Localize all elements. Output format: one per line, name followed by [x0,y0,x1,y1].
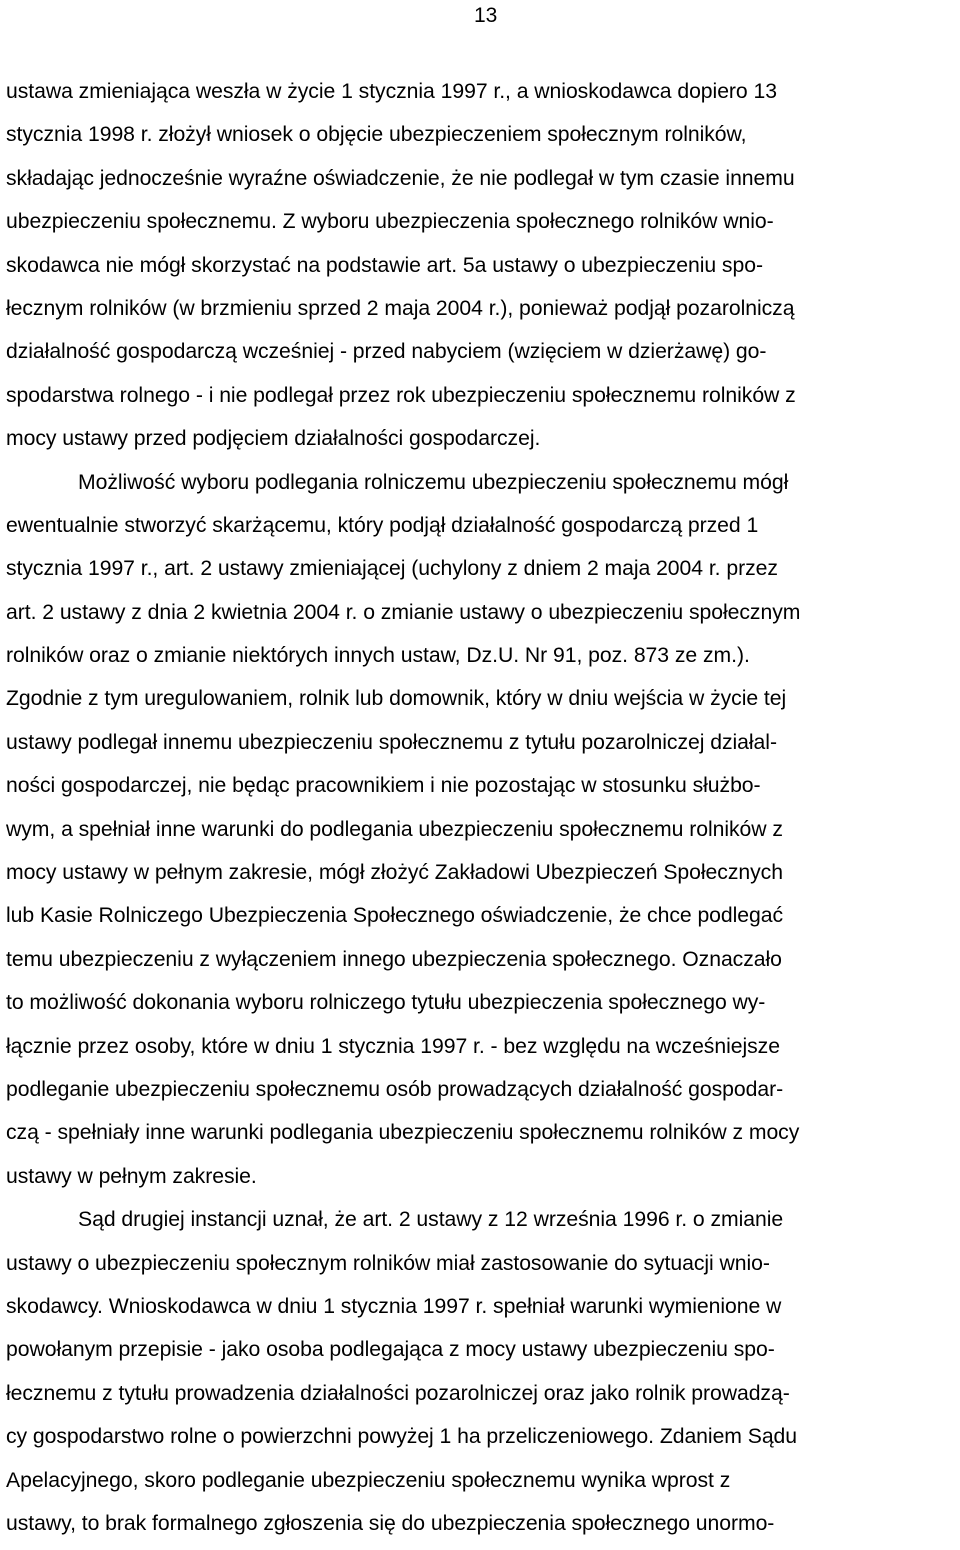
text-line: ustawy o ubezpieczeniu społecznym rolników miał zastosowanie do sytuacji wnio- [6,1251,770,1275]
text-line: ubezpieczeniu społecznemu. Z wyboru ubezpieczenia społecznego rolników wnio- [6,210,774,234]
text-line: skodawcy. Wnioskodawca w dniu 1 stycznia 1997 r. spełniał warunki wymienione w [6,1294,782,1318]
text-line: ustawy, to brak formalnego zgłoszenia się do ubezpieczenia społecznego unormo- [6,1511,775,1535]
text-line: czą - spełniały inne warunki podlegania ubezpieczeniu społecznemu rolników z mocy [6,1121,800,1145]
text-line: temu ubezpieczeniu z wyłączeniem innego ubezpieczenia społecznego. Oznaczało [6,947,782,971]
paragraph-start-line: Sąd drugiej instancji uznał, że art. 2 ustawy z 12 września 1996 r. o zmianie [78,1208,784,1232]
text-line: działalność gospodarczą wcześniej - przed nabyciem (wzięciem w dzierżawę) go- [6,340,767,364]
text-line: mocy ustawy przed podjęciem działalności gospodarczej. [6,427,541,451]
text-line: cy gospodarstwo rolne o powierzchni powyżej 1 ha przeliczeniowego. Zdaniem Sądu [6,1425,798,1449]
text-line: powołanym przepisie - jako osoba podlegająca z mocy ustawy ubezpieczeniu spo- [6,1338,775,1362]
text-line: ustawy w pełnym zakresie. [6,1164,257,1188]
text-line: stycznia 1998 r. złożył wniosek o objęcie ubezpieczeniem społecznym rolników, [6,123,747,147]
text-line: Apelacyjnego, skoro podleganie ubezpieczeniu społecznemu wynika wprost z [6,1468,731,1492]
text-line: łecznemu z tytułu prowadzenia działalności pozarolniczej oraz jako rolnik prowadzą- [6,1381,790,1405]
document-body [6,70,960,1545]
text-line: spodarstwa rolnego - i nie podlegał przez rok ubezpieczeniu społecznemu rolników z [6,383,796,407]
text-line: ności gospodarczej, nie będąc pracownikiem i nie pozostając w stosunku służbo- [6,774,761,798]
text-line: mocy ustawy w pełnym zakresie, mógł złożyć Zakładowi Ubezpieczeń Społecznych [6,861,783,885]
text-line: łącznie przez osoby, które w dniu 1 stycznia 1997 r. - bez względu na wcześniejsze [6,1034,780,1058]
text-line: ustawa zmieniająca weszła w życie 1 stycznia 1997 r., a wnioskodawca dopiero 13 [6,80,777,103]
text-line: składając jednocześnie wyraźne oświadczenie, że nie podlegał w tym czasie innemu [6,166,795,190]
paragraph-start-line: Możliwość wyboru podlegania rolniczemu ubezpieczeniu społecznemu mógł [78,470,789,494]
text-line: stycznia 1997 r., art. 2 ustawy zmieniającej (uchylony z dniem 2 maja 2004 r. przez [6,557,778,581]
text-line: to możliwość dokonania wyboru rolniczego tytułu ubezpieczenia społecznego wy- [6,991,766,1015]
text-line: rolników oraz o zmianie niektórych innych ustaw, Dz.U. Nr 91, poz. 873 ze zm.). [6,644,750,668]
text-line: Zgodnie z tym uregulowaniem, rolnik lub domownik, który w dniu wejścia w życie tej [6,687,787,711]
text-line: podleganie ubezpieczeniu społecznemu osób prowadzących działalność gospodar- [6,1077,784,1101]
text-line: skodawca nie mógł skorzystać na podstawie art. 5a ustawy o ubezpieczeniu spo- [6,253,763,277]
text-line: ewentualnie stworzyć skarżącemu, który podjął działalność gospodarczą przed 1 [6,513,759,537]
page-number: 13 [474,4,498,27]
text-line: ustawy podlegał innemu ubezpieczeniu społecznemu z tytułu pozarolniczej działal- [6,730,777,754]
text-line: wym, a spełniał inne warunki do podlegania ubezpieczeniu społecznemu rolników z [6,817,783,841]
text-line: lub Kasie Rolniczego Ubezpieczenia Społecznego oświadczenie, że chce podlegać [6,904,784,928]
text-line: łecznym rolników (w brzmieniu sprzed 2 maja 2004 r.), ponieważ podjął pozarolniczą [6,296,795,320]
text-line: art. 2 ustawy z dnia 2 kwietnia 2004 r. o zmianie ustawy o ubezpieczeniu społecznym [6,600,801,624]
